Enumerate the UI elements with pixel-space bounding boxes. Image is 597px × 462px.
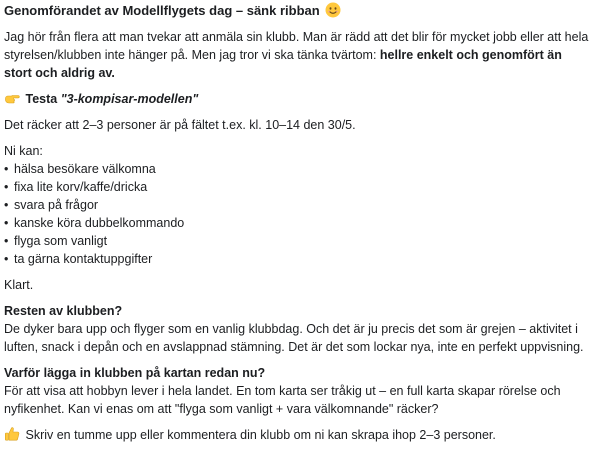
smiling-face-icon xyxy=(325,2,341,18)
list-item: • flyga som vanligt xyxy=(4,232,591,250)
can-do-list xyxy=(4,160,591,268)
model-description: Det räcker att 2–3 personer är på fältet t.ex. kl. 10–14 den 30/5. xyxy=(4,118,356,132)
post-title-text: Genomförandet av Modellflygets dag – sänk ribban xyxy=(4,3,320,18)
model-name: "3-kompisar-modellen" xyxy=(60,92,199,106)
list-item: • svara på frågor xyxy=(4,196,591,214)
why-body: För att visa att hobbyn lever i hela landet. En tom karta ser tråkig ut – en full karta skapar rörelse och nyfikenhet. Kan vi enas om att "flyga som vanligt + vara välkomnande" räcker? xyxy=(4,384,561,416)
list-item: • ta gärna kontaktuppgifter xyxy=(4,250,591,268)
call-to-action-text: Skriv en tumme upp eller kommentera din klubb om ni kan skrapa ihop 2–3 personer. xyxy=(25,428,496,442)
post-title xyxy=(4,2,591,20)
list-item: • hälsa besökare välkomna xyxy=(4,160,591,178)
why-heading: Varför lägga in klubben på kartan redan nu? xyxy=(4,366,266,380)
intro-text: Jag hör från flera att man tvekar att anmäla sin klubb. Man är rädd att det blir för mycket jobb eller att hela styrelsen/klubben inte hänger på. Men jag tror vi ska tänka tvärtom: xyxy=(4,30,589,62)
model-heading xyxy=(4,90,591,108)
can-do-label: Ni kan: xyxy=(4,144,43,158)
intro-emphasis: hellre enkelt och genomfört än stort och aldrig av. xyxy=(4,48,562,80)
list-item: • kanske köra dubbelkommando xyxy=(4,214,591,232)
intro-paragraph xyxy=(4,28,591,82)
model-prefix: Testa xyxy=(25,92,61,106)
list-item: • fixa lite korv/kaffe/dricka xyxy=(4,178,591,196)
rest-heading: Resten av klubben? xyxy=(4,304,123,318)
rest-body: De dyker bara upp och flyger som en vanlig klubbdag. Och det är ju precis det som är grejen – aktivitet i luften, snack i depån och en avslappnad stämning. Det är det som lockar nya, inte en perfekt uppvisning. xyxy=(4,322,584,354)
done-text: Klart. xyxy=(4,278,34,292)
call-to-action xyxy=(4,426,591,444)
thumbs-up-icon xyxy=(4,426,20,442)
pointing-hand-icon xyxy=(4,90,20,106)
